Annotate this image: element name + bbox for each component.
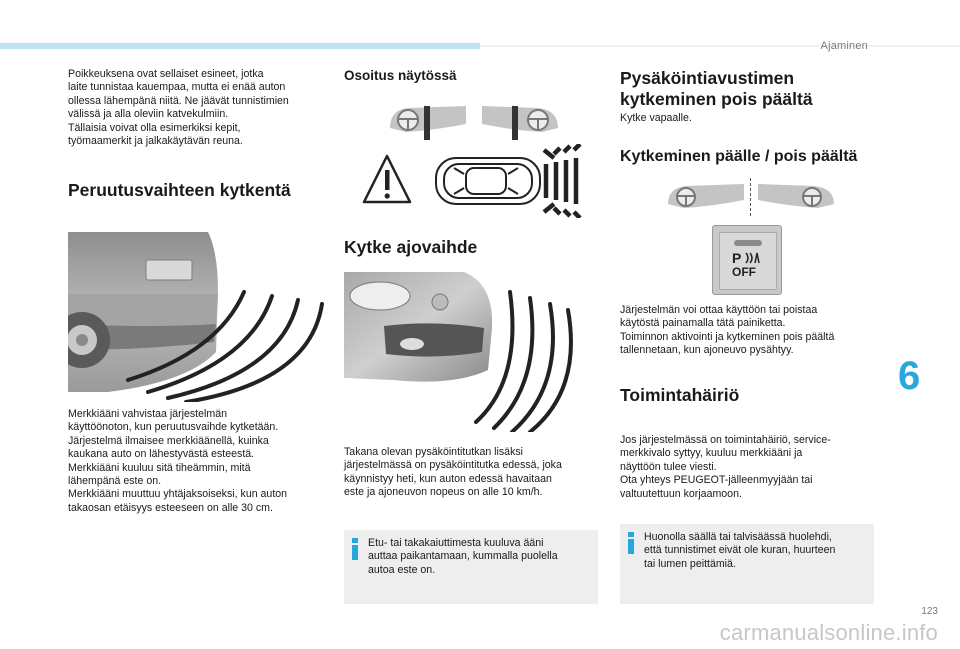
heading-engage-drive: Kytke ajovaihde [344, 237, 478, 257]
car-proximity-display-icon [434, 144, 584, 218]
page-number: 123 [921, 606, 938, 617]
info-icon [352, 538, 358, 560]
stalk-right-icon [754, 180, 838, 214]
button-label-p: P [732, 250, 742, 266]
chapter-title: Ajaminen [820, 40, 868, 52]
button-face [719, 232, 777, 290]
front-sensor-text: Takana olevan pysäköintitutkan lisäksi järjestelmässä on pysäköintitutka edessä, joka käynnistyy heti, kun auton edessä havaitaan este ja ajoneuvon nopeus on alle 10 km/h. [344, 446, 562, 499]
neutral-gear-text: Kytke vapaalle. [620, 112, 692, 124]
stalk-neutral-icon [386, 100, 470, 140]
button-label-off: OFF [732, 265, 756, 279]
reverse-gear-text: Merkkiääni vahvistaa järjestelmän käyttöönoton, kun peruutusvaihde kytketään. Järjestelmä ilmaisee merkkiäänellä, kuinka kaukana auto on lähestyvästä esteestä. Merkkiääni kuuluu sitä tiheämmin, mitä lähempänä este on. Merkkiääni muuttuu yhtäjaksoiseksi, kun auton takaosan etäisyys esteeseen on alle 30 cm. [68, 408, 288, 514]
heading-disable-parking-aid: Pysäköintiavustimen kytkeminen pois päältä [620, 68, 813, 109]
info-box-speaker [344, 530, 598, 604]
sensor-waves-icon [744, 251, 762, 265]
stalk-drive-icon [478, 100, 562, 140]
divider-line [750, 178, 751, 216]
front-car-illustration [344, 272, 584, 432]
heading-malfunction: Toimintahäiriö [620, 385, 740, 405]
info-weather-text: Huonolla säällä tai talvisäässä huolehdi, että tunnistimet eivät ole kuran, huurteen tai lumen peittämiä. [644, 531, 836, 570]
intro-text: Poikkeuksena ovat sellaiset esineet, jotka laite tunnistaa kauempaa, mutta ei enää auton ollessa lähempänä niitä. Ne jäävät tunnistimien välissä ja alla oleviin katvekulmiin. Tällaisia voivat olla esimerkiksi kepit, työmaamerkit ja jalkakäytävän reuna. [68, 68, 289, 148]
info-icon [628, 532, 634, 554]
button-led [734, 240, 762, 246]
heading-on-off: Kytkeminen päälle / pois päältä [620, 148, 858, 165]
park-assist-off-button[interactable] [712, 225, 782, 295]
warning-triangle-icon [360, 152, 414, 208]
rear-car-illustration [68, 232, 324, 402]
header-band [0, 43, 480, 49]
heading-reverse-gear: Peruutusvaihteen kytkentä [68, 180, 291, 200]
chapter-number: 6 [898, 354, 921, 398]
heading-display-indication: Osoitus näytössä [344, 68, 457, 83]
toggle-text: Järjestelmän voi ottaa käyttöön tai poistaa käytöstä painamalla tätä painiketta. Toiminnon aktivointi ja kytkeminen pois päältä tallennetaan, kun ajoneuvo pysähtyy. [620, 304, 835, 357]
header-line [480, 45, 960, 47]
info-speaker-text: Etu- tai takakaiuttimesta kuuluva ääni auttaa paikantamaan, kummalla puolella autoa este on. [368, 537, 558, 576]
malfunction-text: Jos järjestelmässä on toimintahäiriö, service- merkkivalo syttyy, kuuluu merkkiääni ja näyttöön tulee viesti. Ota yhteys PEUGEOT-jälleenmyyjään tai valtuutettuun korjaamoon. [620, 434, 831, 500]
info-box-weather [620, 524, 874, 604]
stalk-left-icon [664, 180, 748, 214]
watermark: carmanualsonline.info [719, 620, 938, 645]
